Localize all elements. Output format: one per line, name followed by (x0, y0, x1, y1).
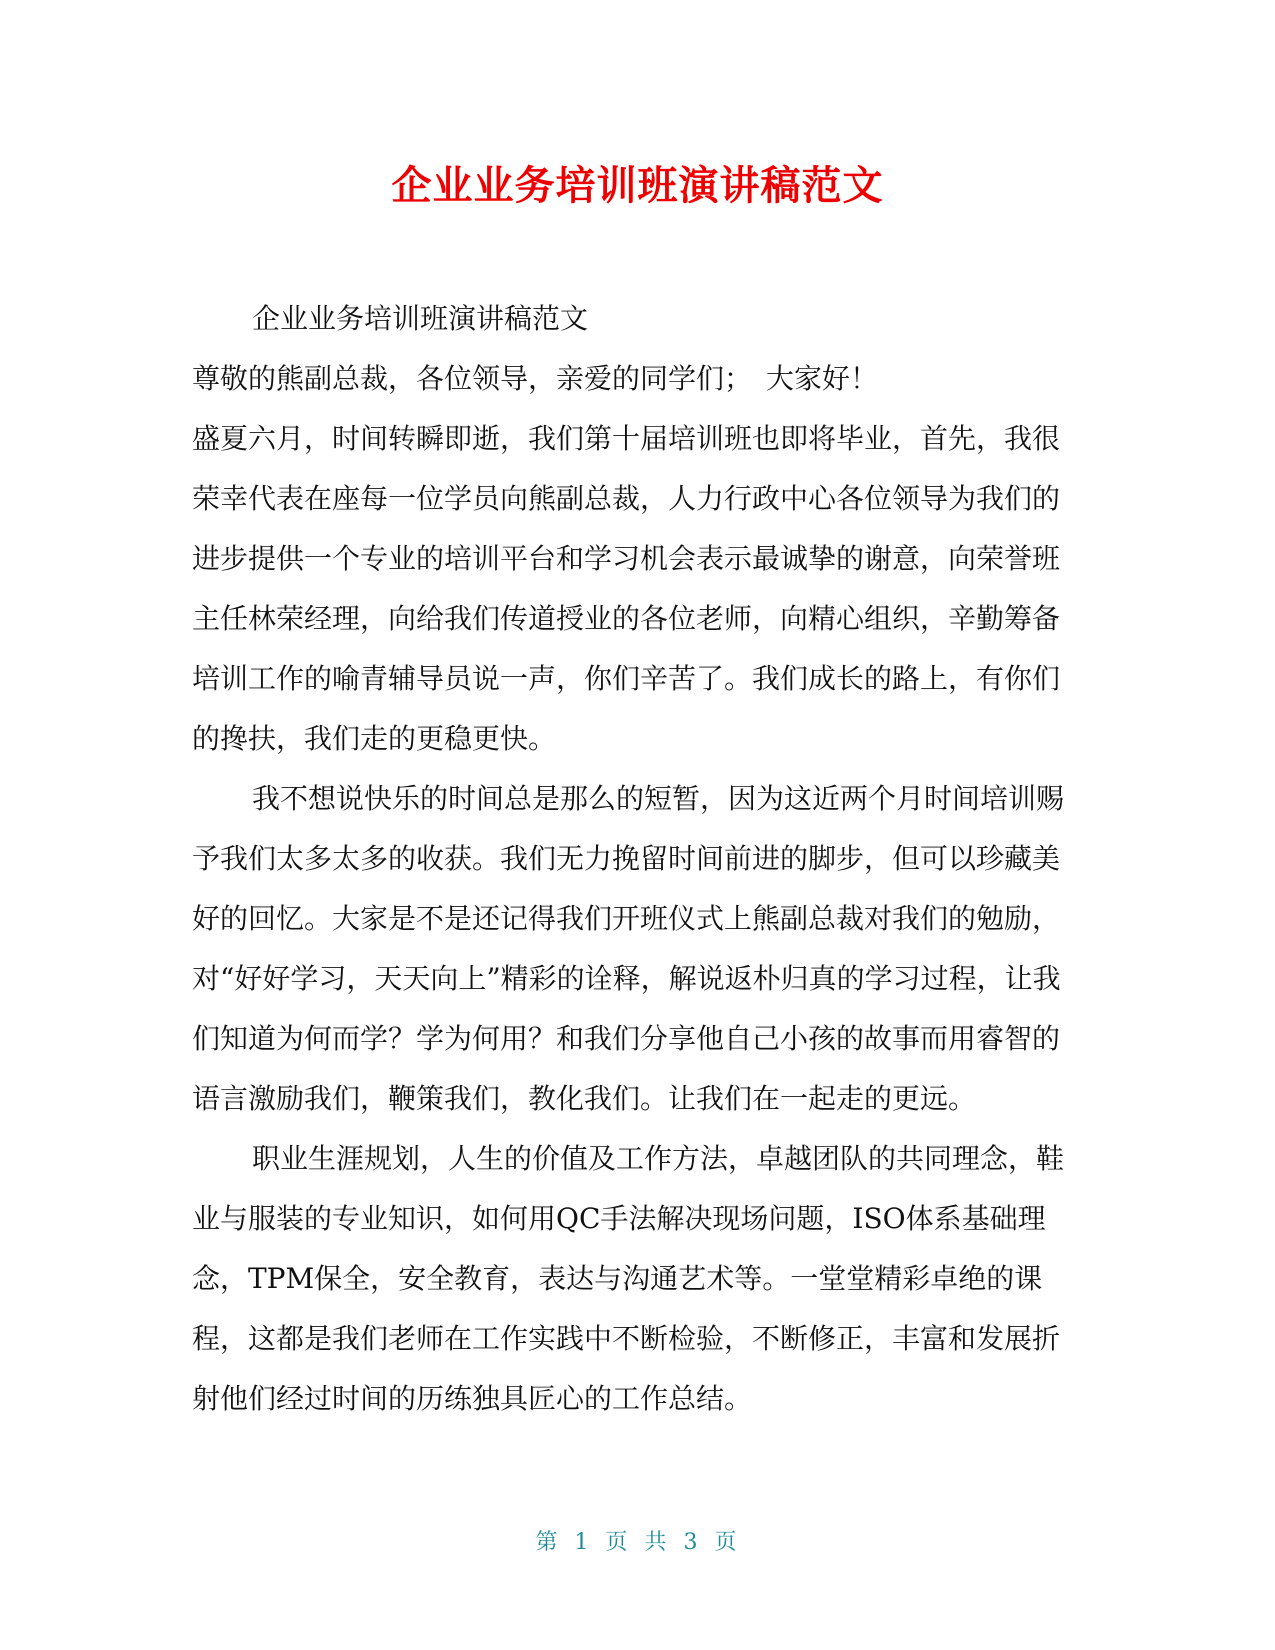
paragraph-3: 职业生涯规划，人生的价值及工作方法，卓越团队的共同理念，鞋业与服装的专业知识，如何用QC手法解决现场问题，ISO体系基础理念，TPM保全，安全教育，表达与沟通艺术等。一堂堂精彩卓绝的课程，这都是我们老师在工作实践中不断检验，不断修正，丰富和发展折射他们经过时间的历练独具匠心的工作总结。 (192, 1142, 1065, 1415)
page-indicator: 第 1 页 共 3 页 (535, 1530, 740, 1555)
paragraph-2: 我不想说快乐的时间总是那么的短暂，因为这近两个月时间培训赐予我们太多太多的收获。我们无力挽留时间前进的脚步，但可以珍藏美好的回忆。大家是不是还记得我们开班仪式上熊副总裁对我们的勉励，对“好好学习，天天向上”精彩的诠释，解说返朴归真的学习过程，让我们知道为何而学？学为何用？和我们分享他自己小孩的故事而用睿智的语言激励我们，鞭策我们，教化我们。让我们在一起走的更远。 (192, 782, 1065, 1115)
paragraph-greeting: 尊敬的熊副总裁，各位领导，亲爱的同学们； 大家好！ (192, 362, 879, 395)
paragraph-heading: 企业业务培训班演讲稿范文 (252, 302, 589, 335)
document-title: 企业业务培训班演讲稿范文 (391, 163, 884, 209)
document-body (192, 289, 1072, 1429)
paragraph-1: 盛夏六月，时间转瞬即逝，我们第十届培训班也即将毕业，首先，我很荣幸代表在座每一位学员向熊副总裁，人力行政中心各位领导为我们的进步提供一个专业的培训平台和学习机会表示最诚挚的谢意，向荣誉班主任林荣经理，向给我们传道授业的各位老师，向精心组织，辛勤筹备培训工作的喻青辅导员说一声，你们辛苦了。我们成长的路上，有你们的搀扶，我们走的更稳更快。 (192, 422, 1061, 755)
